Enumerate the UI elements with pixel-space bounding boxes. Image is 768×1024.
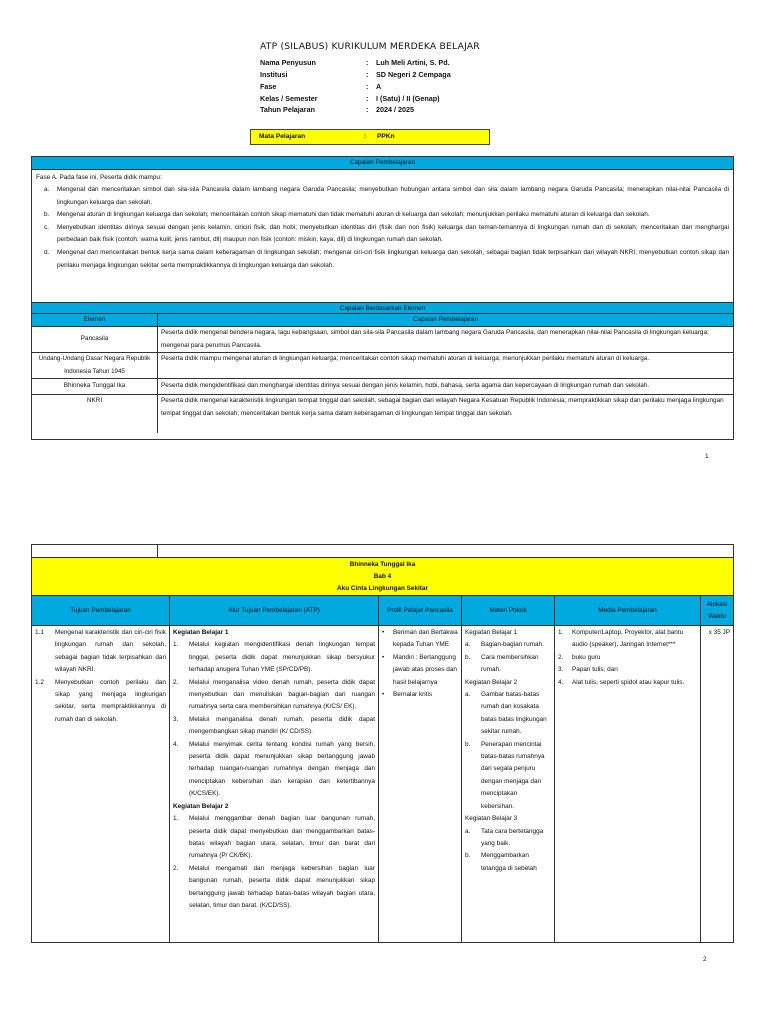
capaian-item (36, 184, 729, 209)
meta-row-fase (260, 81, 580, 93)
elemen-name: NKRI (32, 395, 158, 433)
meta-colon: : (366, 70, 369, 80)
chapter-theme: Bhinneka Tunggal Ika (349, 561, 416, 568)
item-text: Melalui menyimak cerita tentang kondisi rumah yang bersih, peserta didik dapat menunjukkan sikap bertanggung jawab terhadap ruangan-ruangan rumahnya dengan menjaga dan menciptakan kebersihan dan kerapian dan ketertibannya (K/CS/EK). (189, 740, 375, 798)
bullet: • (382, 629, 385, 636)
header-materi: Materi Pokok (462, 596, 555, 626)
item-marker: 2. (173, 864, 179, 872)
item-marker: 4. (173, 740, 179, 748)
meta-value: I (Satu) / II (Genap) (376, 93, 440, 103)
elemen-capaian: Peserta didik mengenal bendera negara, lagu kebangsaan, simbol dan sila-sila Pancasila dalam lambang negara Garuda Pancasila, dan menerapkan nilai-nilai Pancasila di lingkungan keluarga; mengenal para perumus Pancasila. (161, 329, 709, 349)
meta-colon: : (366, 105, 369, 115)
alokasi-value: x 35 JP (708, 629, 730, 636)
subject-colon: : (364, 132, 367, 140)
meta-value: Luh Meli Artini, S. Pd. (376, 58, 450, 68)
capaian-item (36, 209, 729, 222)
tujuan-cell (32, 626, 170, 942)
header-atp: Alur Tujuan Pembelajaran (ATP) (170, 596, 379, 626)
atp-item (173, 677, 375, 714)
item-marker: a. (465, 827, 471, 835)
elemen-heading: Capaian Berdasarkan Elemen (32, 302, 733, 314)
col-capaian: Capaian Pembelajaran (412, 316, 478, 323)
elemen-row (32, 353, 733, 379)
elemen-capaian: Peserta didik mengenal karakteristik lingkungan tempat tinggal dan sekolah, sebagai bagian dari wilayah Negara Kesatuan Republik Indonesia; mempraktikkan sikap dan perilaku menjaga lingkungan tempat tinggal dan sekolah; menceritakan bentuk kerja sama dalam keberagaman di lingkungan tempat tinggal dan sekolah. (161, 397, 724, 417)
item-text: Tata cara bertetangga yang baik. (481, 827, 544, 847)
col-elemen: Elemen (32, 314, 158, 326)
capaian-body (32, 170, 733, 302)
item-marker: 3. (173, 715, 179, 723)
item-marker: b. (44, 211, 50, 219)
item-text: Beriman dan Bertakwa kepada Tuhan YME (393, 629, 458, 649)
subject-value: PPKn (377, 132, 395, 140)
item-text: Mengenal aturan di lingkungan keluarga dan sekolah; menceritakan contoh sikap mematuhi dan tidak mematuhi aturan di keluarga dan sekolah; menunjukkan perilaku mematuhi aturan di keluarga dan sekolah. (57, 211, 650, 219)
item-text: Bernalar kritis (393, 691, 433, 699)
item-marker: b. (465, 740, 471, 748)
elemen-capaian: Peserta didik mampu mengenal aturan di lingkungan keluarga; menceritakan contoh sikap mematuhi aturan di keluarga; menunjukkan perilaku mematuhi aturan di keluarga. (161, 355, 650, 362)
elemen-name: Undang-Undang Dasar Negara Republik Indonesia Tahun 1945 (32, 353, 158, 378)
profil-cell (379, 626, 462, 942)
meta-value: A (376, 81, 382, 91)
alokasi-cell (701, 626, 733, 942)
atp-table (31, 544, 734, 943)
media-cell (555, 626, 701, 942)
atp-item (173, 813, 375, 863)
tujuan-item (35, 627, 166, 677)
elemen-column-headers (32, 314, 733, 327)
materi-item (465, 652, 551, 677)
kegiatan-label: Kegiatan Belajar 2 (465, 678, 518, 686)
meta-key: Fase (260, 81, 277, 91)
item-marker: 1.2 (35, 678, 44, 686)
item-text: Menyebutkan contoh perilaku dan sikap yang menjaga lingkungan sekitar, serta mempraktikkannya di rumah dan di sekolah. (55, 678, 166, 723)
elemen-row (32, 395, 733, 433)
media-item (558, 664, 697, 676)
item-text: Melalui menganalisa video denah rumah, peserta didik dapat menyebutkan dan menuliskan bagian-bagian dari ruangan rumahnya serta cara membersihkan rumahnya (K/CS/ EK). (189, 678, 375, 711)
meta-key: Nama Penyusun (260, 58, 316, 68)
item-text: Papan tulis, dan (572, 666, 618, 674)
media-item (558, 677, 697, 689)
item-text: Mengenal karakteristik dan ciri-ciri fisik lingkungan rumah dan sekolah, sebagai bagian tidak terpisahkan dari wilayah NKRI. (55, 629, 166, 674)
item-text: Mengenal dan menceritakan simbol dan sila-sila Pancasila dalam lambang negara Garuda Pancasila; menyebutkan hubungan antara simbol dan sila dalam lambang negara Garuda Pancasila; menerapkan nilai-nilai Pancasila di lingkungan keluarga dan sekolah. (57, 186, 729, 206)
item-text: Menyebutkan identitas dirinya sesuai dengan jenis kelamin, ciriciri fisik, dan hobi; menyebutkan identitas diri (fisik dan non fisik) keluarga dan teman-temannya di lingkungan rumah dan di sekolah; menceritakan dan menghargai perbedaan baik fisik (contoh: warna kulit, jenis rambut, dll) maupun non fisik (contoh: miskin, kaya, dll) di lingkungan rumah dan sekolah. (57, 223, 729, 244)
atp-cell (170, 626, 379, 942)
subject-box (250, 129, 490, 145)
media-item (558, 652, 697, 664)
item-marker: 1. (558, 629, 564, 636)
item-text: Melalui menganalisa denah rumah, peserta didik dapat mengembangkan sikap mandiri (K/ CD/SS). (189, 715, 375, 736)
subject-key: Mata Pelajaran (259, 132, 306, 140)
item-marker: 2. (173, 678, 179, 686)
meta-key: Institusi (260, 70, 288, 80)
materi-item (465, 739, 551, 813)
item-marker: 2. (558, 653, 564, 661)
meta-colon: : (366, 58, 369, 68)
item-marker: b. (465, 852, 471, 860)
meta-value: SD Negeri 2 Cempaga (376, 70, 451, 80)
meta-value: 2024 / 2025 (376, 105, 414, 115)
bullet: • (382, 653, 385, 661)
meta-row-kelas (260, 93, 580, 105)
document-title: ATP (SILABUS) KURIKULUM MERDEKA BELAJAR (260, 41, 480, 52)
atp-item (173, 639, 375, 676)
kegiatan-label: Kegiatan Belajar 2 (173, 802, 229, 810)
capaian-intro: Fase A. Pada fase ini, Peserta didik mampu: (36, 174, 162, 181)
meta-key: Tahun Pelajaran (260, 105, 315, 115)
kegiatan-label: Kegiatan Belajar 1 (173, 629, 229, 636)
content-row (32, 626, 733, 942)
item-marker: c. (44, 223, 49, 231)
capaian-heading: Capaian Pembelajaran (32, 157, 733, 170)
meta-colon: : (366, 93, 369, 103)
meta-row-tahun (260, 104, 580, 116)
header-alokasi: Alokasi Waktu (701, 596, 733, 626)
atp-top-row (32, 545, 733, 558)
column-headers (32, 596, 733, 626)
item-marker: 1.1 (35, 629, 44, 636)
profil-item (382, 689, 458, 701)
header-profil: Profil Pelajar Pancasila (379, 596, 462, 626)
elemen-row (32, 327, 733, 353)
item-marker: b. (465, 653, 471, 661)
materi-item (465, 826, 551, 851)
page-number: 2 (703, 956, 707, 963)
atp-item (173, 714, 375, 739)
item-text: Alat tulis, seperti spidol atau kapur tulis. (572, 678, 685, 686)
item-marker: 1. (173, 815, 179, 823)
header-media: Media Pembelajaran (555, 596, 701, 626)
materi-item (465, 639, 551, 651)
capaian-list (36, 184, 729, 272)
atp-item (173, 863, 375, 913)
item-text: Gambar batas-batas rumah dan kosakata batas batas lingkungan sekitar rumah. (481, 691, 547, 736)
meta-row-institusi (260, 69, 580, 81)
item-marker: a. (465, 691, 471, 699)
meta-key: Kelas / Semester (260, 93, 318, 103)
kegiatan-label: Kegiatan Belajar 3 (465, 815, 518, 823)
meta-colon: : (366, 81, 369, 91)
chapter-banner (32, 558, 733, 596)
header-tujuan: Tujuan Pembelajaran (32, 596, 170, 626)
elemen-name: Bhinneka Tunggal Ika (32, 379, 158, 394)
capaian-item (36, 222, 729, 247)
materi-item (465, 850, 551, 875)
document-header (260, 40, 580, 116)
profil-item (382, 627, 458, 652)
elemen-capaian: Peserta didik mengidentifikasi dan menghargai identitas dirinya sesuai dengan jenis kelamin, hobi, bahasa, serta agama dan kepercayaan di lingkungan rumah dan sekolah. (161, 382, 650, 389)
tujuan-item (35, 677, 166, 727)
item-marker: 3. (558, 666, 564, 674)
atp-item (173, 739, 375, 801)
item-text: Bagian-bagian rumah. (481, 641, 544, 649)
item-text: Melalui kegiatan mengidentifikasi denah lingkungan tempat tinggal, peserta didik dapat menunjukkan sikap bersyukur terhadap anugera Tuhan YME (SP/CD/PB). (189, 641, 375, 674)
materi-cell (462, 626, 555, 942)
item-text: Mengenal dan menceritakan bentuk kerja sama dalam keberagaman di lingkungan sekolah; mengenal ciri-ciri fisik lingkungan keluarga dan sekolah, sebagai bagian tidak terpisahkan dari wilayah NKRI; menyebutkan contoh sikap dan perilaku menjaga lingkungan sekitar serta mempraktikkannya di lingkungan keluarga dan sekolah. (57, 248, 729, 269)
capaian-item (36, 247, 729, 272)
item-text: Melalui menggambar denah bagian luar bangunan rumah, peserta didik dapat menyebutkan dan menggambarkan batas-batas wilayah bagian utara, selatan, timur dan barat dari rumahnya (P/ CK/BK). (189, 815, 375, 860)
meta-row-penyusun (260, 57, 580, 69)
item-text: Menggambarkan tetangga di sebelah (481, 852, 537, 872)
materi-item (465, 689, 551, 739)
media-item (558, 627, 697, 652)
item-marker: 1. (173, 641, 179, 649)
capaian-table (31, 156, 734, 440)
kegiatan-label: Kegiatan Belajar 1 (465, 629, 518, 636)
chapter-title: Aku Cinta Lingkungan Sekitar (337, 585, 428, 593)
page-number: 1 (705, 453, 709, 460)
elemen-name: Pancasila (32, 327, 158, 352)
item-marker: a. (44, 186, 50, 193)
item-text: Mandiri : Bertanggung jawab atas proses dan hasil belajarnya (393, 653, 457, 686)
item-text: Cara membersihkan rumah. (481, 653, 539, 674)
item-text: Melalui mengamati dan menjaga kebersihan bagian luar bangunan rumah, peserta didik dapat menunjukkan sikap bertanggung jawab terhadap batas-batas wilayah bagian utara, selatan, timur dan barat. (K/CD/SS). (189, 864, 375, 909)
empty-cell (32, 545, 158, 557)
item-text: Penerapan mencintai batas-batas rumahnya dari segala penjuru dengan menjaga dan menciptakan kebersihan. (481, 740, 545, 810)
item-marker: 4. (558, 678, 564, 686)
bullet: • (382, 691, 385, 699)
profil-item (382, 652, 458, 689)
item-marker: d. (44, 248, 50, 256)
item-text: Komputer/Laptop, Proyektor, alat bantu audio (speaker), Jaringan Internet*** (572, 629, 684, 649)
elemen-row (32, 379, 733, 395)
item-marker: a. (465, 641, 471, 649)
chapter-number: Bab 4 (373, 573, 392, 581)
item-text: buku guru (572, 653, 601, 661)
